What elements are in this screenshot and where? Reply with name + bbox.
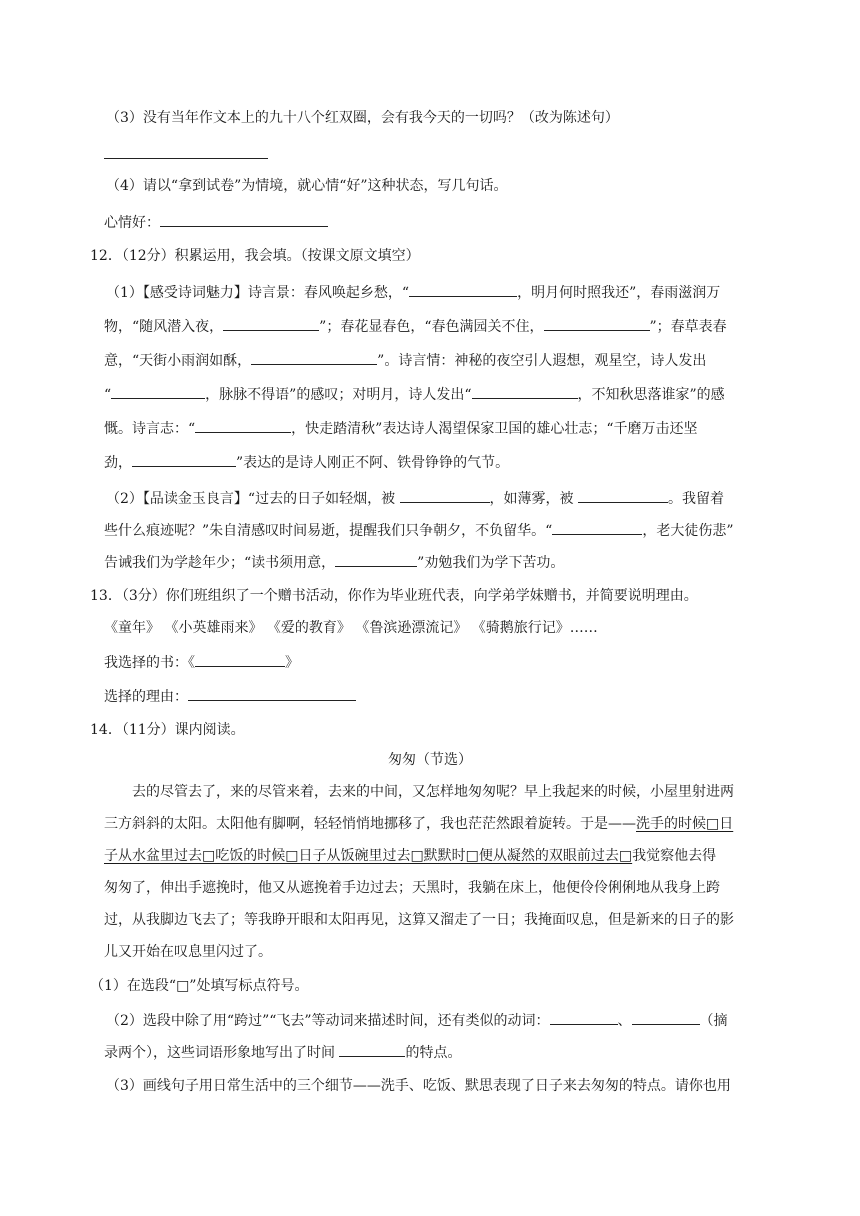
- text-span: （摘: [699, 1013, 728, 1029]
- reading-title: 匆匆（节选）: [388, 752, 472, 768]
- text-span: 意，“天街小雨润如酥，: [104, 353, 252, 369]
- text-span: 的特点。: [405, 1045, 462, 1061]
- text-span: 三方斜斜的太阳。太阳他有脚啊，轻轻悄悄地挪移了，我也茫茫然跟着旋转。于是——: [104, 816, 636, 832]
- text-span: ”；春花显春色，“春色满园关不住，: [319, 319, 544, 335]
- q12-line-6: [104, 452, 509, 473]
- text-span: ，老大徒伤悲”: [642, 523, 734, 539]
- q14-sub2-line2: [104, 1042, 461, 1063]
- answer-blank: [160, 212, 328, 227]
- answer-blank: [472, 384, 578, 399]
- q11-part4-answer: [104, 212, 328, 233]
- q12-line-9: [104, 552, 564, 573]
- q12-line-3: [104, 350, 706, 371]
- reading-line-6: 儿又开始在叹息里闪过了。: [104, 944, 272, 960]
- q11-part4-text: （4）请以“拿到试卷”为情境，就心情“好”这种状态，写几句话。: [106, 178, 508, 194]
- text-span: ，脉脉不得语”的感叹；对明月，诗人发出“: [205, 387, 472, 403]
- text-span: ，明月何时照我还”，春雨滋润万: [517, 285, 721, 301]
- text-span: 劲，: [104, 455, 132, 471]
- answer-blank: [544, 316, 650, 331]
- answer-blank: [335, 552, 417, 567]
- q14-heading: 14．（11分）课内阅读。: [90, 722, 245, 738]
- text-span: ”劝勉我们为学下苦功。: [417, 555, 565, 571]
- reading-line-1: 去的尽管去了，来的尽管来着，去来的中间，又怎样地匆匆呢？早上我起来的时候，小屋里射进两: [132, 784, 734, 800]
- text-span: 物，“随风潜入夜，: [104, 319, 224, 335]
- answer-blank: [400, 488, 490, 503]
- text-span: ，快走踏清秋”表达诗人渴望保家卫国的雄心壮志；“千磨万击还坚: [291, 421, 698, 437]
- text-span: 我选择的书：《: [104, 655, 195, 671]
- answer-blank: [195, 652, 285, 667]
- answer-blank: [188, 686, 356, 701]
- text-span: 、: [617, 1013, 632, 1029]
- q12-line-4: [104, 384, 725, 405]
- reading-line-3: [104, 846, 716, 866]
- text-span: “: [104, 387, 112, 403]
- text-span: 》: [285, 655, 299, 671]
- q13-choice: [104, 652, 299, 673]
- q14-sub1: （1）在选段“□”处填写标点符号。: [90, 978, 309, 994]
- reading-line-2: [104, 814, 733, 834]
- reading-line-5: 过，从我脚边飞去了；等我睁开眼和太阳再见，这算又溜走了一日；我掩面叹息，但是新来的日子的影: [104, 912, 734, 928]
- text-span: ”表达的是诗人刚正不阿、铁骨铮铮的气节。: [236, 455, 510, 471]
- text-span: ，不知秋思落谁家”的感: [577, 387, 725, 403]
- q12-line-1: [106, 282, 720, 303]
- text-span: ”；春草表春: [649, 319, 727, 335]
- answer-blank: [339, 1042, 405, 1057]
- text-span: 慨。诗言志：“: [104, 421, 196, 437]
- q12-heading: 12．（12分）积累运用，我会填。（按课文原文填空）: [90, 248, 420, 264]
- q12-line-8: [104, 520, 734, 541]
- q11-part4-label: 心情好：: [104, 215, 160, 231]
- text-span: （2）【品读金玉良言】“过去的日子如轻烟，被: [106, 491, 400, 507]
- text-span: 我觉察他去得: [632, 848, 717, 864]
- q13-book-list: 《童年》 《小英雄雨来》 《爱的教育》 《鲁滨逊漂流记》 《骑鹅旅行记》……: [104, 620, 598, 636]
- q11-part3-text: （3）没有当年作文本上的九十八个红双圈，会有我今天的一切吗？（改为陈述句）: [106, 110, 619, 126]
- text-span: （1）【感受诗词魅力】诗言景：春风唤起乡愁，“: [106, 285, 410, 301]
- text-span: 选择的理由：: [104, 689, 188, 705]
- text-span: 些什么痕迹呢？”朱自清感叹时间易逝，提醒我们只争朝夕，不负留华。“: [104, 523, 553, 539]
- q13-reason: [104, 686, 356, 707]
- underlined-sentence: 子从水盆里过去□吃饭的时候□日子从饭碗里过去□默默时□便从凝然的双眼前过去□: [104, 848, 633, 864]
- q12-line-7: [106, 488, 724, 509]
- text-span: ，如薄雾，被: [489, 491, 578, 507]
- q12-line-2: [104, 316, 727, 337]
- text-span: ”。诗言情：神秘的夜空引人遐想，观星空，诗人发出: [377, 353, 707, 369]
- q14-sub3: （3）画线句子用日常生活中的三个细节——洗手、吃饭、默思表现了日子来去匆匆的特点。请你也用: [106, 1078, 731, 1094]
- answer-line: [104, 158, 268, 159]
- answer-blank: [409, 282, 517, 297]
- text-span: 。我留着: [667, 491, 724, 507]
- text-span: 告诫我们为学趁年少；“读书须用意，: [104, 555, 336, 571]
- answer-blank: [195, 418, 291, 433]
- answer-blank: [550, 1010, 618, 1025]
- answer-blank: [132, 452, 236, 467]
- answer-blank: [251, 350, 377, 365]
- answer-blank: [578, 488, 668, 503]
- q13-heading: 13．（3分）你们班组织了一个赠书活动，你作为毕业班代表，向学弟学妹赠书，并简要说明理由。: [90, 588, 698, 604]
- reading-line-4: 匆匆了，伸出手遮挽时，他又从遮挽着手边过去；天黑时，我躺在床上，他便伶伶俐俐地从我身上跨: [104, 880, 720, 896]
- q14-sub2-line1: [106, 1010, 728, 1031]
- q12-line-5: [104, 418, 698, 439]
- answer-blank: [111, 384, 205, 399]
- answer-blank: [632, 1010, 700, 1025]
- answer-blank: [223, 316, 319, 331]
- answer-blank: [552, 520, 642, 535]
- text-span: 录两个），这些词语形象地写出了时间: [104, 1045, 340, 1061]
- underlined-sentence: 洗手的时候□日: [636, 816, 734, 832]
- text-span: （2）选段中除了用“跨过”“飞去”等动词来描述时间，还有类似的动词：: [106, 1013, 550, 1029]
